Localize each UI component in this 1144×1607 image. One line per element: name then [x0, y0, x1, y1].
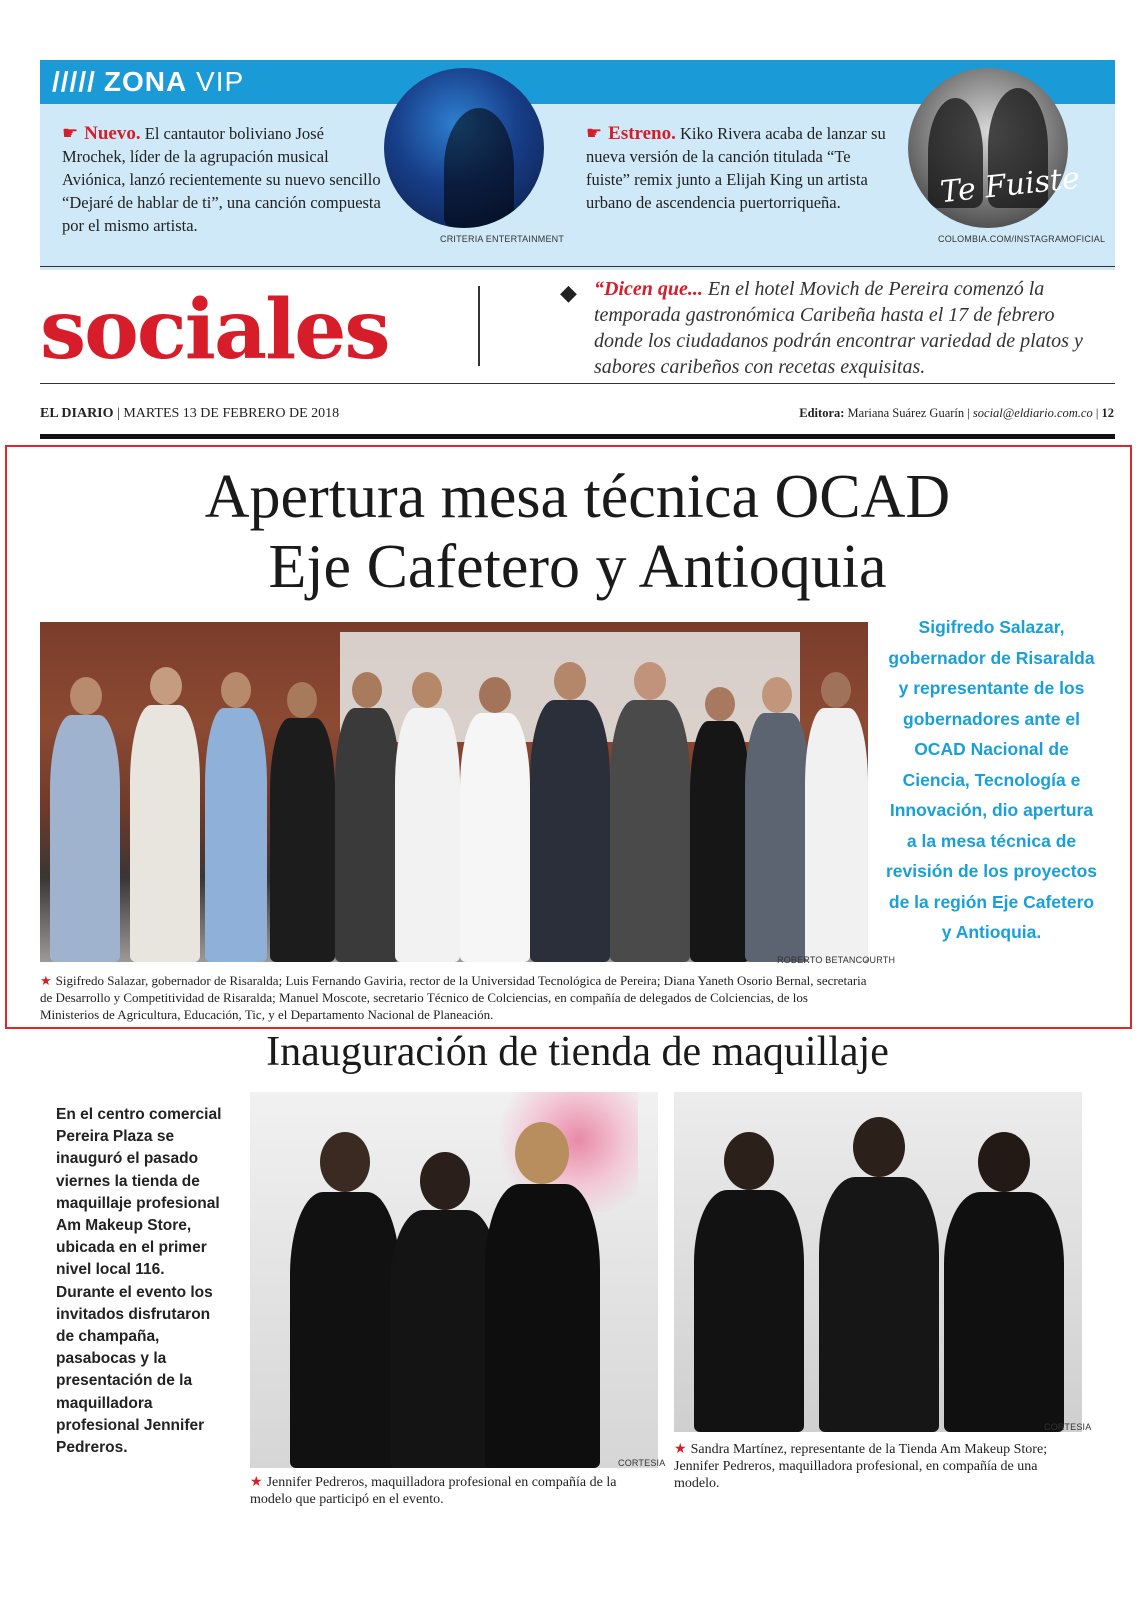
editor-label: Editora: — [799, 406, 845, 420]
ocad-headline — [40, 462, 1115, 602]
ocad-side-text: Sigifredo Salazar, gobernador de Risaralda y representante de los gobernadores ante el OCAD Nacional de Ciencia, Tecnología e Innovación, dio apertura a la mesa técnica de revisión de los proyectos de la región Eje Cafetero y Antioquia. — [885, 617, 1098, 942]
eye-pen-icon: ◆ — [560, 280, 577, 305]
vip-left-brief — [62, 122, 382, 237]
ocad-photo-caption — [40, 972, 868, 1023]
vip-word: VIP — [196, 66, 245, 97]
dateline: EL DIARIO | MARTES 13 DE FEBRERO DE 2018 — [40, 406, 340, 421]
photo-credit: COLOMBIA.COM/INSTAGRAMOFICIAL — [938, 234, 1106, 244]
caption-text: Sigifredo Salazar, gobernador de Risaralda; Luis Fernando Gaviria, rector de la Universidad Tecnológica de Pereira; Diana Yaneth Osorio Bernal, secretaria de Desarrollo y Competitividad de Risaralda; Manuel Moscote, secretario Técnico de Colciencias, en compañía de delegados de Colciencias, de los Ministerios de Agricultura, Educación, Tic, y el Departamento Nacional de Planeación. — [40, 973, 867, 1022]
dicen-text: En el hotel Movich de Pereira comenzó la temporada gastronómica Caribeña hasta el 17 de febrero donde los ciudadanos podrán encontrar variedad de platos y sabores caribeños con recetas exquisitas. — [594, 278, 1083, 378]
dicen-label: “Dicen que... — [594, 278, 703, 300]
paper-name: EL DIARIO — [40, 406, 114, 421]
divider — [478, 286, 480, 366]
maquillaje-headline: Inauguración de tienda de maquillaje — [266, 1029, 889, 1075]
zona-word: ZONA — [103, 66, 188, 97]
vip-right-brief — [586, 122, 886, 214]
star-icon: ★ — [250, 1475, 263, 1490]
brief-keyword: Nuevo. — [84, 123, 141, 144]
ocad-group-photo — [40, 622, 868, 962]
caption-text: Jennifer Pedreros, maquilladora profesional en compañía de la modelo que participó en el evento. — [250, 1475, 617, 1507]
star-icon: ★ — [674, 1442, 687, 1457]
header-rule — [40, 434, 1115, 439]
pointing-hand-icon: ☛ — [62, 123, 79, 143]
editor-line: Editora: Mariana Suárez Guarín | social@eldiario.com.co | 12 — [799, 406, 1114, 420]
photo-credit: CORTESIA — [1044, 1422, 1092, 1432]
page-number: 12 — [1101, 406, 1114, 420]
photo-credit: CRITERIA ENTERTAINMENT — [440, 234, 565, 244]
section-title: sociales — [40, 282, 389, 378]
brief-text: Kiko Rivera acaba de lanzar su nueva versión de la canción titulada “Te fuiste” remix junto a Elijah King un artista urbano de ascendencia puertorriqueña. — [586, 124, 886, 212]
singer-photo — [384, 68, 544, 228]
makeup-caption-left — [250, 1474, 658, 1508]
issue-date: MARTES 13 DE FEBRERO DE 2018 — [123, 406, 340, 421]
slashes: ///// — [52, 66, 96, 97]
makeup-photo-left — [250, 1092, 658, 1468]
photo-credit: ROBERTO BETANCOURTH — [777, 955, 896, 965]
makeup-photo-right — [674, 1092, 1082, 1432]
divider — [40, 383, 1115, 384]
dicen-que-brief — [560, 276, 1100, 380]
caption-text: Sandra Martínez, representante de la Tienda Am Makeup Store; Jennifer Pedreros, maquilladora profesional, en compañía de una modelo. — [674, 1442, 1048, 1491]
headline-line: Eje Cafetero y Antioquia — [268, 533, 887, 601]
makeup-caption-right — [674, 1441, 1082, 1492]
maquillaje-body: En el centro comercial Pereira Plaza se inauguró el pasado viernes la tienda de maquillaje profesional Am Makeup Store, ubicada en el primer nivel local 116. Durante el evento los invitados disfrutaron de champaña, pasabocas y la presentación de la maquilladora profesional Jennifer Pedreros. — [56, 1106, 222, 1457]
photo-credit: CORTESIA — [618, 1458, 666, 1468]
headline-line: Apertura mesa técnica OCAD — [204, 463, 951, 531]
divider — [40, 266, 1115, 267]
image-text: Te Fuiste — [938, 160, 1082, 211]
pointing-hand-icon: ☛ — [586, 123, 603, 143]
brief-text: El cantautor boliviano José Mrochek, líder de la agrupación musical Aviónica, lanzó recientemente su nuevo sencillo “Dejaré de hablar de ti”, una canción compuesta por el mismo artista. — [62, 124, 381, 235]
zona-vip-title — [52, 66, 244, 98]
star-icon: ★ — [40, 973, 52, 988]
editor-name: Mariana Suárez Guarín — [847, 406, 965, 420]
editor-email: social@eldiario.com.co — [972, 406, 1093, 420]
brief-keyword: Estreno. — [608, 123, 676, 144]
